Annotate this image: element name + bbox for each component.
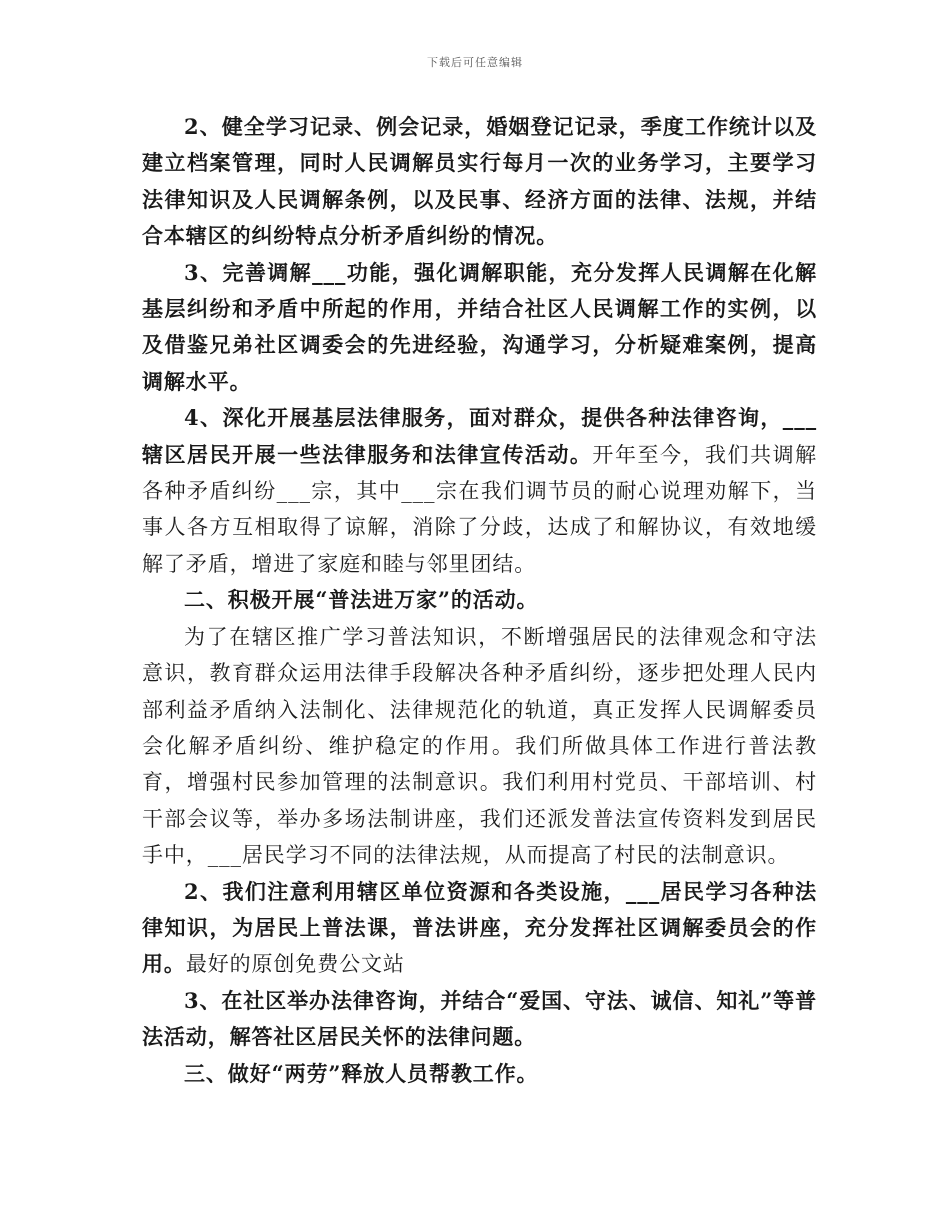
paragraph-bold-text: 3、在社区举办法律咨询，并结合“爱国、守法、诚信、知礼”等普法活动，解答社区居民关怀的法律问题。	[142, 987, 817, 1050]
paragraph-normal-text: 最好的原创免费公文站	[185, 952, 405, 977]
paragraph-bold-text: 2、我们注意利用辖区单位资源和各类设施，___居民学习各种法律知识，为居民上普法课，普法讲座，充分发挥社区调解委员会的作用。	[142, 878, 817, 977]
paragraph-bold-text: 2、健全学习记录、例会记录，婚姻登记记录，季度工作统计以及建立档案管理，同时人民调解员实行每月一次的业务学习，主要学习法律知识及人民调解条例，以及民事、经济方面的法律、法规，并结合本辖区的纠纷特点分析矛盾纠纷的情况。	[142, 114, 817, 249]
paragraph-legal-consultation	[142, 983, 817, 1056]
paragraph-legal-services	[142, 400, 817, 582]
paragraph-bold-text: 4、深化开展基层法律服务，面对群众，提供各种法律咨询，___辖区居民开展一些法律服务和法律宣传活动。	[142, 405, 817, 467]
paragraph-normal-text: 为了在辖区推广学习普法知识，不断增强居民的法律观念和守法意识，教育群众运用法律手段解决各种矛盾纠纷，逐步把处理人民内部利益矛盾纳入法制化、法律规范化的轨道，真正发挥人民调解委员会化解矛盾纠纷、维护稳定的作用。我们所做具体工作进行普法教育，增强村民参加管理的法制意识。我们利用村党员、干部培训、村干部会议等，举办多场法制讲座，我们还派发普法宣传资料发到居民手中，___居民学习不同的法律法规，从而提高了村民的法制意识。	[142, 624, 817, 868]
section-heading-text: 三、做好“两劳”释放人员帮教工作。	[184, 1060, 539, 1086]
page-header: 下载后可任意编辑	[427, 56, 523, 69]
paragraph-resources-usage	[142, 874, 817, 983]
document-body	[142, 109, 817, 1092]
paragraph-bold-text: 3、完善调解___功能，强化调解职能，充分发挥人民调解在化解基层纠纷和矛盾中所起的作用，并结合社区人民调解工作的实例，以及借鉴兄弟社区调委会的先进经验，沟通学习，分析疑难案例，提高调解水平。	[142, 259, 817, 394]
paragraph-normal-text: 开年至今，我们共调解各种矛盾纠纷___宗，其中___宗在我们调节员的耐心说理劝解下，当事人各方互相取得了谅解，消除了分歧，达成了和解协议，有效地缓解了矛盾，增进了家庭和睦与邻里团结。	[142, 442, 818, 576]
paragraph-mediation-function	[142, 255, 817, 401]
section-heading-text: 二、积极开展“普法进万家”的活动。	[184, 587, 539, 613]
paragraph-record-keeping	[142, 109, 817, 255]
section-heading-2	[142, 582, 817, 618]
paragraph-law-promotion	[142, 619, 817, 874]
section-heading-3	[142, 1056, 817, 1092]
